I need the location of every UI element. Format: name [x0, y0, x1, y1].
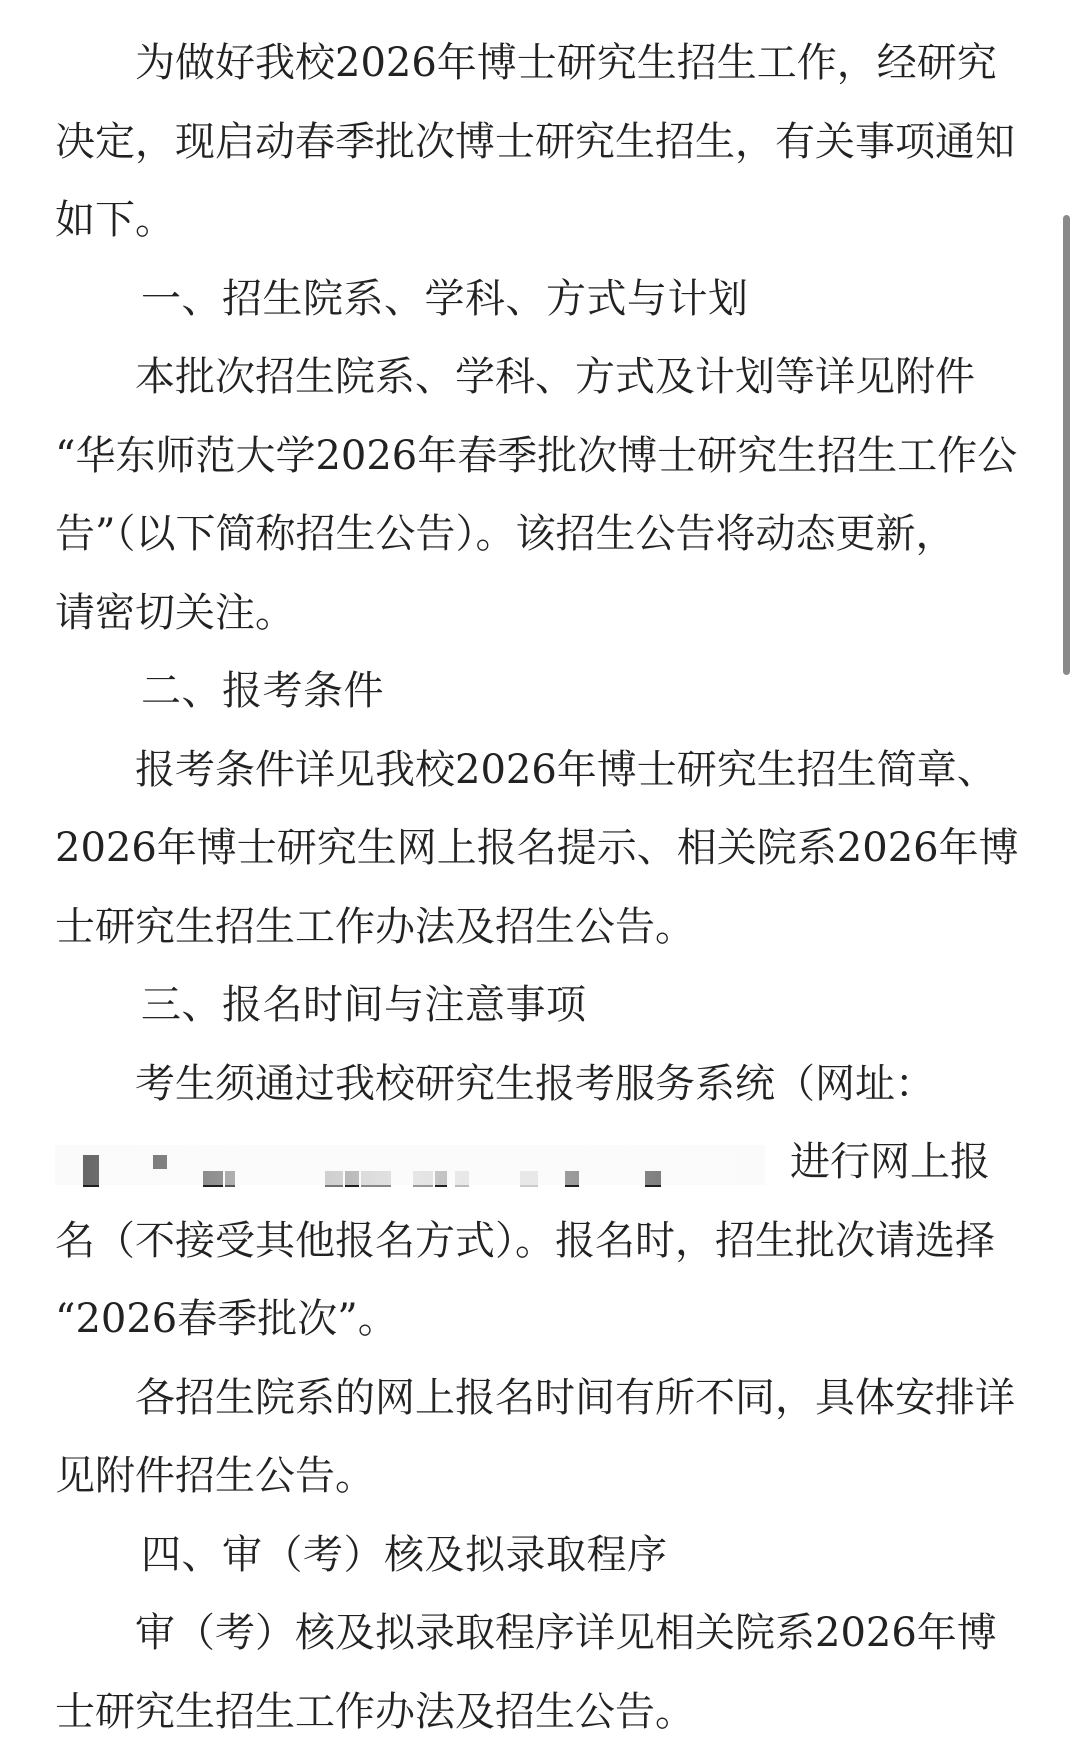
vertical-scrollbar[interactable] — [1063, 215, 1070, 675]
section-3b-line-1: 各招生院系的网上报名时间有所不同，具体安排详 — [0, 1359, 1080, 1438]
section-3-url-tail: 进行网上报 — [790, 1123, 990, 1202]
section-1-line-1: 本批次招生院系、学科、方式及计划等详见附件 — [0, 338, 1080, 417]
section-3-line-4: “2026春季批次”。 — [0, 1280, 1080, 1359]
section-1-line-4: 请密切关注。 — [0, 574, 1080, 653]
section-heading-3: 三、报名时间与注意事项 — [0, 966, 1080, 1045]
section-3-line-3: 名（不接受其他报名方式）。报名时，招生批次请选择 — [0, 1202, 1080, 1281]
intro-line-3: 如下。 — [0, 181, 1080, 260]
redacted-url — [55, 1145, 765, 1185]
section-3b-line-2: 见附件招生公告。 — [0, 1437, 1080, 1516]
intro-line-1: 为做好我校2026年博士研究生招生工作，经研究 — [0, 0, 1080, 103]
section-2-line-1: 报考条件详见我校2026年博士研究生招生简章、 — [0, 731, 1080, 810]
section-2-line-3: 士研究生招生工作办法及招生公告。 — [0, 888, 1080, 967]
section-1-line-2: “华东师范大学2026年春季批次博士研究生招生工作公 — [0, 417, 1080, 496]
section-3-url-line — [0, 1123, 1080, 1202]
section-1-line-3: 告”（以下简称招生公告）。该招生公告将动态更新， — [0, 495, 1080, 574]
intro-line-2: 决定，现启动春季批次博士研究生招生，有关事项通知 — [0, 103, 1080, 182]
section-heading-1: 一、招生院系、学科、方式与计划 — [0, 260, 1080, 339]
section-4-line-2: 士研究生招生工作办法及招生公告。 — [0, 1673, 1080, 1751]
section-heading-4: 四、审（考）核及拟录取程序 — [0, 1516, 1080, 1595]
section-heading-2: 二、报考条件 — [0, 652, 1080, 731]
section-3-line-1: 考生须通过我校研究生报考服务系统（网址： — [0, 1045, 1080, 1124]
section-4-line-1: 审（考）核及拟录取程序详见相关院系2026年博 — [0, 1594, 1080, 1673]
section-2-line-2: 2026年博士研究生网上报名提示、相关院系2026年博 — [0, 809, 1080, 888]
